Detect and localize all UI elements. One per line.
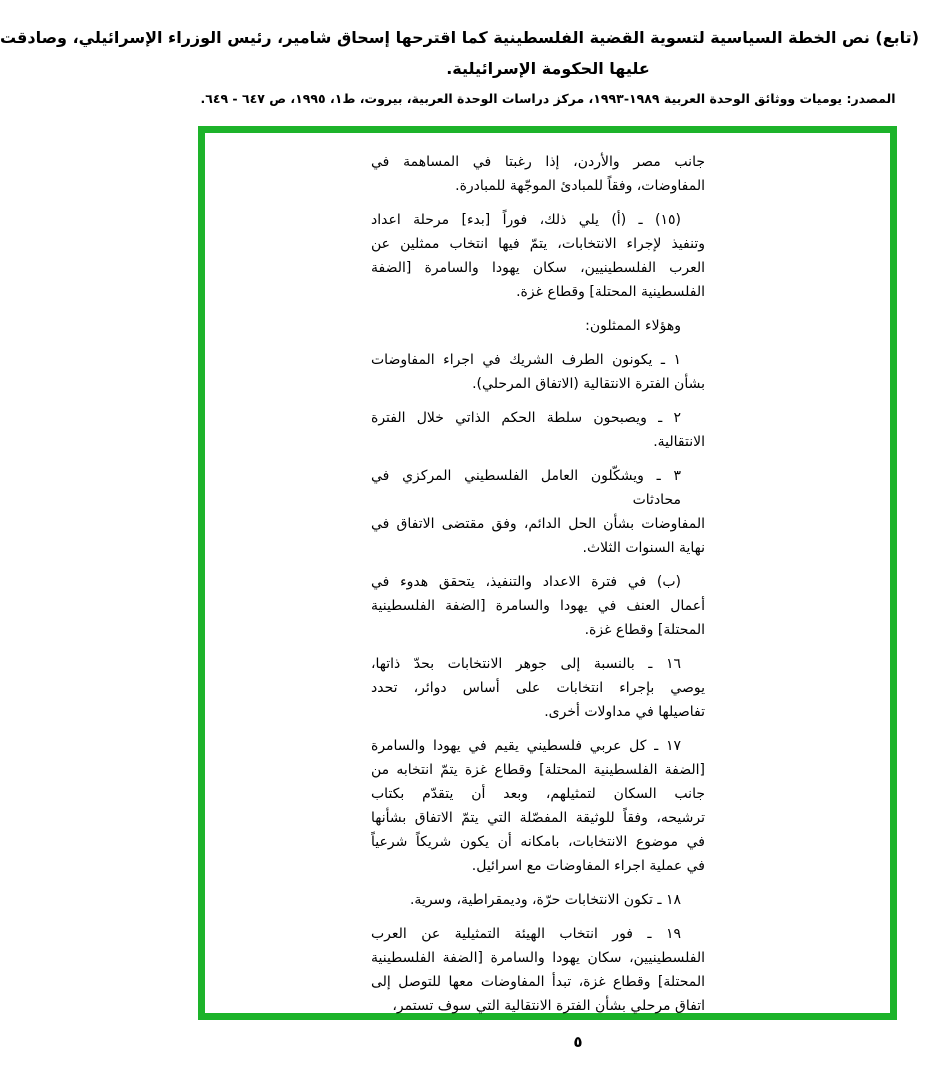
text-line: المحتلة] وقطاع غزة. <box>584 622 705 638</box>
body-paragraph <box>371 348 705 396</box>
text-line: ترشيحه، وفقاً للوثيقة المفصّلة التي يتمّ الاتفاق بشأنها <box>371 810 705 826</box>
body-paragraph <box>371 314 705 338</box>
body-paragraph <box>371 922 705 1018</box>
body-paragraph <box>371 464 705 560</box>
text-line: العرب الفلسطينيين، سكان يهودا والسامرة [الضفة <box>371 260 705 276</box>
text-line: تفاصيلها في مداولات أخرى. <box>544 704 705 720</box>
text-line: في عملية اجراء المفاوضات مع اسرائيل. <box>471 858 705 874</box>
text-line: الفلسطينيين، سكان يهودا والسامرة [الضفة الفلسطينية <box>371 950 705 966</box>
source-citation: المصدر: يوميات ووثائق الوحدة العربية ١٩٨٩-١٩٩٣، مركز دراسات الوحدة العربية، بيروت، ط١، ١٩٩٥، ص ٦٤٧ - ٦٤٩. <box>200 91 896 106</box>
text-line: ١٧ ـ كل عربي فلسطيني يقيم في يهودا والسامرة <box>371 738 681 754</box>
document-body-text <box>371 150 705 1028</box>
text-line: [الضفة الفلسطينية المحتلة] وقطاع غزة يتمّ انتخابه من <box>371 762 705 778</box>
text-line: ١٨ ـ تكون الانتخابات حرّة، وديمقراطية، وسرية. <box>409 892 681 908</box>
body-paragraph <box>371 652 705 724</box>
text-line: بشأن الفترة الانتقالية (الاتفاق المرحلي). <box>472 376 705 392</box>
text-line: وتنفيذ لإجراء الانتخابات، يتمّ فيها انتخاب ممثلين عن <box>371 236 705 252</box>
green-border-frame <box>198 126 897 1020</box>
body-paragraph <box>371 734 705 878</box>
text-line: في موضوع الانتخابات، بامكانه أن يكون شريكاً شرعياً <box>371 834 705 850</box>
text-line: (١٥) ـ (أ) يلي ذلك، فوراً [بدء] مرحلة اعداد <box>371 212 681 228</box>
text-line: أعمال العنف في يهودا والسامرة [الضفة الفلسطينية <box>371 598 705 614</box>
text-line: (ب) في فترة الاعداد والتنفيذ، يتحقق هدوء في <box>371 574 681 590</box>
body-paragraph <box>371 570 705 642</box>
text-line: الفلسطينية المحتلة] وقطاع غزة. <box>516 284 705 300</box>
text-line: نهاية السنوات الثلاث. <box>582 540 705 556</box>
text-line: جانب السكان لتمثيلهم، وبعد أن يتقدّم بكتاب <box>371 786 705 802</box>
text-line: وهؤلاء الممثلون: <box>585 318 681 334</box>
body-paragraph <box>371 406 705 454</box>
body-paragraph <box>371 888 705 912</box>
text-line: ٢ ـ ويصبحون سلطة الحكم الذاتي خلال الفترة <box>371 410 681 426</box>
text-line: اتفاق مرحلي بشأن الفترة الانتقالية التي سوف تستمر، <box>392 998 705 1014</box>
text-line: المفاوضات، وفقاً للمبادئ الموجّهة للمبادرة. <box>455 178 705 194</box>
document-header <box>0 22 919 107</box>
text-line: ١ ـ يكونون الطرف الشريك في اجراء المفاوضات <box>371 352 681 368</box>
page-number: ٥ <box>573 1033 583 1051</box>
text-line: ١٦ ـ بالنسبة إلى جوهر الانتخابات بحدّ ذاتها، <box>371 656 681 672</box>
text-line: ١٩ ـ فور انتخاب الهيئة التمثيلية عن العرب <box>371 926 681 942</box>
document-title-line-1: (تابع) نص الخطة السياسية لتسوية القضية الفلسطينية كما اقترحها إسحاق شامير، رئيس الوزراء الإسرائيلي، وصادقت <box>0 28 919 47</box>
text-line: جانب مصر والأردن، إذا رغبتا في المساهمة في <box>371 154 705 170</box>
text-line: المفاوضات بشأن الحل الدائم، وفق مقتضى الاتفاق في <box>371 516 705 532</box>
text-line: الانتقالية. <box>653 434 705 450</box>
text-line: ٣ ـ ويشكّلون العامل الفلسطيني المركزي في محادثات <box>371 468 681 508</box>
body-paragraph <box>371 208 705 304</box>
body-paragraph <box>371 150 705 198</box>
text-line: المحتلة] وقطاع غزة، تبدأ المفاوضات معها للتوصل إلى <box>371 974 705 990</box>
text-line: يوصي بإجراء انتخابات على أساس دوائر، تحدد <box>371 680 705 696</box>
document-title-line-2: عليها الحكومة الإسرائيلية. <box>446 59 650 78</box>
